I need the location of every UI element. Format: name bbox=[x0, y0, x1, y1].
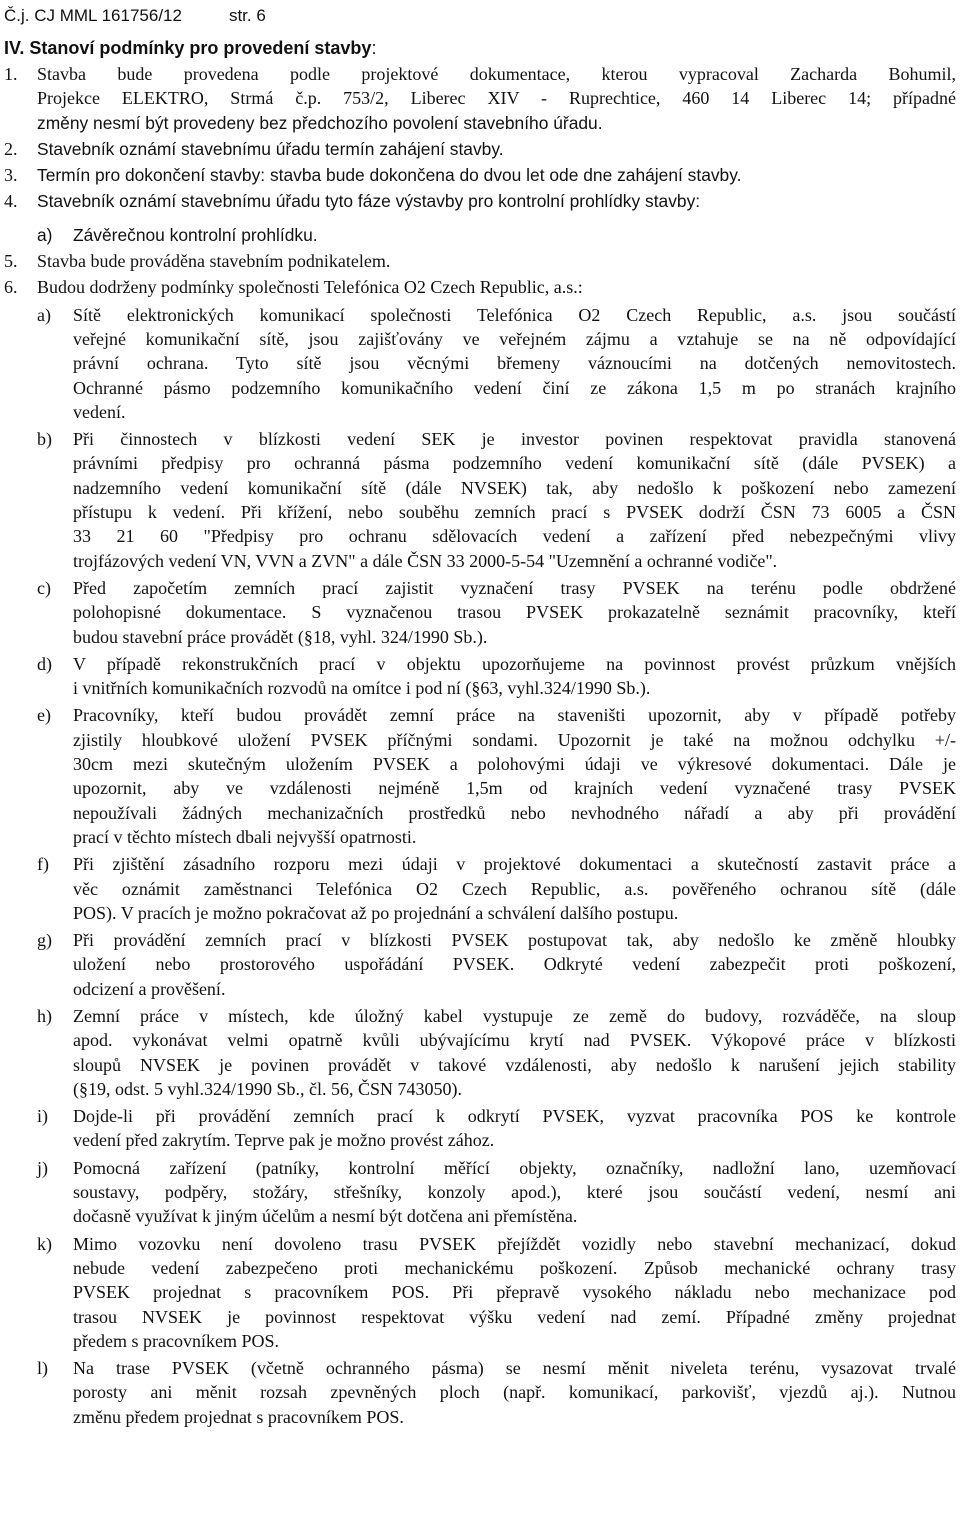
item-number: 6. bbox=[4, 277, 18, 298]
condition-letter: f) bbox=[37, 854, 49, 875]
condition-line: sloupů NVSEK je povinen provádět v takové vzdálenosti, aby nedošlo k narušení jejich stability bbox=[73, 1054, 956, 1075]
condition-line: Zemní práce v místech, kde úložný kabel vystupuje ze země do budovy, rozváděče, na sloup bbox=[73, 1005, 956, 1026]
condition-item-2 bbox=[4, 137, 956, 161]
condition-line: uložení nebo prostorového uspořádání PVSEK. Odkryté vedení zabezpečit proti poškození, bbox=[73, 954, 956, 975]
section-heading-colon: : bbox=[371, 38, 377, 58]
sub-item-final-inspection bbox=[37, 223, 956, 247]
condition-line: Při provádění zemních prací v blízkosti PVSEK postupovat tak, aby nedošlo ke změně hloubky bbox=[73, 930, 956, 951]
condition-text bbox=[73, 1004, 956, 1101]
telefonica-condition-b bbox=[37, 427, 956, 573]
condition-line: dočasně využívat k jiným účelům a nesmí být dotčena ani přemístěna. bbox=[73, 1206, 578, 1227]
condition-line: právní ochrana. Tyto sítě jsou věcnými břemeny váznoucími na dotčených nemovitostech. bbox=[73, 353, 956, 374]
item-line: Stavba bude provedena podle projektové dokumentace, kterou vypracoval Zacharda Bohumil, bbox=[37, 64, 956, 84]
item-text: Stavba bude prováděna stavebním podnikatelem. bbox=[37, 251, 391, 272]
condition-text bbox=[73, 1356, 956, 1429]
condition-line: Pomocná zařízení (patníky, kontrolní měřící objekty, označníky, nadložní lano, uzemňovací bbox=[73, 1157, 956, 1178]
condition-item-6 bbox=[4, 275, 956, 299]
telefonica-condition-a bbox=[37, 303, 956, 424]
condition-line: Při činnostech v blízkosti vedení SEK je investor povinen respektovat pravidla stanovená bbox=[73, 429, 956, 450]
condition-letter: e) bbox=[37, 705, 51, 726]
condition-letter: a) bbox=[37, 304, 51, 325]
condition-letter: h) bbox=[37, 1005, 52, 1026]
condition-line: apod. vykonávat velmi opatrně kvůli ubývajícímu krytí nad PVSEK. Výkopové práce v blízkosti bbox=[73, 1030, 956, 1051]
section-heading-text: IV. Stanoví podmínky pro provedení stavby bbox=[4, 38, 372, 58]
condition-line: upozornit, aby ve vzdálenosti nejméně 1,5m od krajních vedení vyznačené trasy PVSEK bbox=[73, 778, 956, 799]
condition-letter: j) bbox=[37, 1157, 48, 1178]
condition-line: (§19, odst. 5 vyhl.324/1990 Sb., čl. 56, ČSN 743050). bbox=[73, 1078, 463, 1099]
condition-line: odcizení a prověšení. bbox=[73, 978, 226, 999]
item-number: 2. bbox=[4, 138, 18, 159]
telefonica-condition-f bbox=[37, 852, 956, 925]
condition-line: polohopisné dokumentace. S vyznačenou trasou PVSEK prokazatelně seznámit pracovníky, kteří bbox=[73, 602, 956, 623]
condition-line: zjistily hloubkové uložení PVSEK příčnými sondami. Upozornit je také na možnou odchylku +/- bbox=[73, 729, 956, 750]
item-text: Stavebník oznámí stavebnímu úřadu termín zahájení stavby. bbox=[37, 138, 504, 159]
condition-text bbox=[73, 303, 956, 424]
condition-letter: g) bbox=[37, 930, 52, 951]
condition-letter: c) bbox=[37, 577, 51, 598]
item-number: 5. bbox=[4, 251, 18, 272]
condition-line: 30cm mezi skutečným uložením PVSEK a polohovými údaji ve výkresové dokumentaci. Dále je bbox=[73, 754, 956, 775]
item-text: Budou dodrženy podmínky společnosti Telefónica O2 Czech Republic, a.s.: bbox=[37, 277, 583, 298]
telefonica-condition-k bbox=[37, 1232, 956, 1353]
sub-item-letter: a) bbox=[37, 224, 53, 245]
condition-text bbox=[73, 928, 956, 1001]
telefonica-condition-l bbox=[37, 1356, 956, 1429]
condition-line: nadzemního vedení komunikační sítě (dále NVSEK) tak, aby nedošlo k poškození nebo zamezení bbox=[73, 477, 956, 498]
condition-line: vedení. bbox=[73, 401, 126, 422]
condition-line: Mimo vozovku není dovoleno trasu PVSEK přejíždět vozidly nebo stavební mechanizací, dokud bbox=[73, 1233, 956, 1254]
condition-text bbox=[73, 652, 956, 701]
condition-line: V případě rekonstrukčních prací v objektu upozorňujeme na povinnost provést průzkum vnějších bbox=[73, 653, 956, 674]
condition-line: Dojde-li při provádění zemních prací k odkrytí PVSEK, vyzvat pracovníka POS ke kontrole bbox=[73, 1106, 956, 1127]
condition-line: změnu předem projednat s pracovníkem POS. bbox=[73, 1406, 404, 1427]
condition-letter: b) bbox=[37, 429, 52, 450]
item-line: změny nesmí být provedeny bez předchozího povolení stavebního úřadu. bbox=[37, 112, 603, 133]
condition-line: Na trase PVSEK (včetně ochranného pásma) se nesmí měnit niveleta terénu, vysazovat trvalé bbox=[73, 1358, 956, 1379]
telefonica-condition-d bbox=[37, 652, 956, 701]
condition-line: Před započetím zemních prací zajistit vyznačení trasy PVSEK na terénu podle obdržené bbox=[73, 577, 956, 598]
item-text: Termín pro dokončení stavby: stavba bude dokončena do dvou let ode dne zahájení stavby. bbox=[37, 165, 742, 186]
condition-line: POS). V pracích je možno pokračovat až po projednání a schválení dalšího postupu. bbox=[73, 902, 679, 923]
condition-line: porosty ani měnit rozsah zpevněných ploch (např. komunikací, parkovišť, vjezdů aj.). Nutnou bbox=[73, 1382, 956, 1403]
condition-line: Ochranné pásmo podzemního komunikačního vedení činí ze zákona 1,5 m po stranách krajního bbox=[73, 377, 956, 398]
condition-item-5 bbox=[4, 249, 956, 273]
condition-text bbox=[73, 1104, 956, 1153]
condition-line: budou stavební práce provádět (§18, vyhl. 324/1990 Sb.). bbox=[73, 626, 488, 647]
condition-line: trojfázových vedení VN, VVN a ZVN" a dále ČSN 33 2000-5-54 "Uzemnění a ochranné vodiče". bbox=[73, 550, 778, 571]
condition-text bbox=[73, 427, 956, 573]
telefonica-condition-j bbox=[37, 1156, 956, 1229]
condition-line: veřejné komunikační sítě, jsou zajišťovány ve veřejném zájmu a vztahuje se na ně odpovídající bbox=[73, 328, 956, 349]
condition-line: trasou NVSEK je povinnost respektovat výšku vedení nad zemí. Případné změny projednat bbox=[73, 1306, 956, 1327]
condition-line: věc oznámit zaměstnanci Telefónica O2 Czech Republic, a.s. pověřeného ochranou sítě (dále bbox=[73, 878, 956, 899]
sub-item-text: Závěrečnou kontrolní prohlídku. bbox=[73, 224, 318, 245]
condition-item-1 bbox=[4, 62, 956, 135]
item-text bbox=[37, 62, 956, 135]
condition-line: nepoužívali žádných mechanizačních prostředků nebo nevhodného nářadí a aby při provádění bbox=[73, 802, 956, 823]
telefonica-condition-h bbox=[37, 1004, 956, 1101]
condition-letter: d) bbox=[37, 653, 52, 674]
telefonica-condition-e bbox=[37, 703, 956, 849]
condition-text bbox=[73, 576, 956, 649]
document-reference: Č.j. CJ MML 161756/12 bbox=[4, 6, 182, 25]
condition-text bbox=[73, 1156, 956, 1229]
condition-line: soustavy, podpěry, stožáry, střešníky, konzoly apod.), které jsou součástí vedení, nesmí ani bbox=[73, 1182, 956, 1203]
condition-line: předem s pracovníkem POS. bbox=[73, 1330, 279, 1351]
page-header bbox=[4, 4, 956, 28]
condition-line: nebude vedení zabezpečeno proti mechanickému poškození. Způsob mechanické ochrany trasy bbox=[73, 1257, 956, 1278]
condition-letter: k) bbox=[37, 1233, 52, 1254]
item-number: 3. bbox=[4, 165, 18, 186]
condition-line: Pracovníky, kteří budou provádět zemní práce na staveništi upozornit, aby v případě potřeby bbox=[73, 705, 956, 726]
condition-line: 33 21 60 "Předpisy pro ochranu sdělovacích vedení a zařízení před nebezpečnými vlivy bbox=[73, 526, 956, 547]
condition-line: přístupu k vedení. Při křížení, nebo souběhu zemních prací s PVSEK dodrží ČSN 73 6005 a ČSN bbox=[73, 502, 956, 523]
condition-text bbox=[73, 1232, 956, 1353]
condition-line: prací v těchto místech dbali nejvyšší opatrnosti. bbox=[73, 826, 417, 847]
item-text: Stavebník oznámí stavebnímu úřadu tyto fáze výstavby pro kontrolní prohlídky stavby: bbox=[37, 191, 701, 212]
telefonica-condition-i bbox=[37, 1104, 956, 1153]
condition-line: Při zjištění zásadního rozporu mezi údaji v projektové dokumentaci a skutečností zastavit práce a bbox=[73, 854, 956, 875]
item-number: 4. bbox=[4, 191, 18, 212]
section-heading bbox=[4, 36, 956, 60]
telefonica-condition-c bbox=[37, 576, 956, 649]
condition-letter: l) bbox=[37, 1358, 48, 1379]
condition-text bbox=[73, 852, 956, 925]
condition-line: Sítě elektronických komunikací společnosti Telefónica O2 Czech Republic, a.s. jsou součástí bbox=[73, 304, 956, 325]
item-number: 1. bbox=[4, 64, 18, 84]
page-number: str. 6 bbox=[228, 6, 266, 25]
condition-line: PVSEK projednat s pracovníkem POS. Při přepravě vysokého nákladu nebo mechanizace pod bbox=[73, 1282, 956, 1303]
condition-item-4 bbox=[4, 189, 956, 213]
condition-letter: i) bbox=[37, 1106, 48, 1127]
condition-text bbox=[73, 703, 956, 849]
condition-item-3 bbox=[4, 163, 956, 187]
condition-line: vedení před zakrytím. Teprve pak je možno provést zához. bbox=[73, 1130, 495, 1151]
condition-line: právními předpisy pro ochranná pásma podzemního vedení komunikační sítě (dále PVSEK) a bbox=[73, 453, 956, 474]
condition-line: i vnitřních komunikačních rozvodů na omítce i pod ní (§63, vyhl.324/1990 Sb.). bbox=[73, 678, 651, 699]
telefonica-condition-g bbox=[37, 928, 956, 1001]
item-line: Projekce ELEKTRO, Strmá č.p. 753/2, Liberec XIV - Ruprechtice, 460 14 Liberec 14; případné bbox=[37, 88, 956, 109]
